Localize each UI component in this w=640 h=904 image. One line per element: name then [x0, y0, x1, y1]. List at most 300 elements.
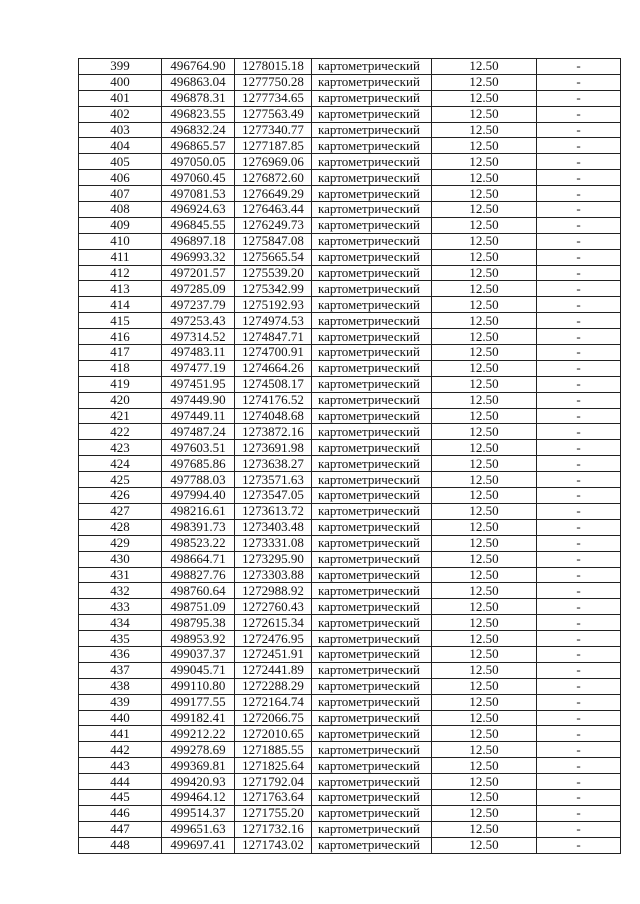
accuracy-cell: 12.50 — [432, 535, 537, 551]
x-coordinate-cell: 497237.79 — [162, 297, 235, 313]
table-row — [79, 535, 621, 551]
method-cell: картометрический — [312, 249, 432, 265]
point-number-cell: 400 — [79, 74, 162, 90]
method-cell: картометрический — [312, 488, 432, 504]
accuracy-cell: 12.50 — [432, 265, 537, 281]
x-coordinate-cell: 499182.41 — [162, 710, 235, 726]
table-row — [79, 376, 621, 392]
y-coordinate-cell: 1274176.52 — [235, 392, 312, 408]
method-cell: картометрический — [312, 313, 432, 329]
method-cell: картометрический — [312, 265, 432, 281]
point-number-cell: 406 — [79, 170, 162, 186]
table-row — [79, 233, 621, 249]
accuracy-cell: 12.50 — [432, 583, 537, 599]
method-cell: картометрический — [312, 615, 432, 631]
accuracy-cell: 12.50 — [432, 202, 537, 218]
y-coordinate-cell: 1273303.88 — [235, 567, 312, 583]
method-cell: картометрический — [312, 122, 432, 138]
point-number-cell: 402 — [79, 106, 162, 122]
point-number-cell: 435 — [79, 631, 162, 647]
y-coordinate-cell: 1272441.89 — [235, 662, 312, 678]
y-coordinate-cell: 1271885.55 — [235, 742, 312, 758]
y-coordinate-cell: 1273295.90 — [235, 551, 312, 567]
point-number-cell: 417 — [79, 345, 162, 361]
description-cell: - — [537, 217, 621, 233]
y-coordinate-cell: 1275665.54 — [235, 249, 312, 265]
accuracy-cell: 12.50 — [432, 376, 537, 392]
accuracy-cell: 12.50 — [432, 345, 537, 361]
description-cell: - — [537, 329, 621, 345]
point-number-cell: 443 — [79, 758, 162, 774]
y-coordinate-cell: 1275847.08 — [235, 233, 312, 249]
method-cell: картометрический — [312, 662, 432, 678]
description-cell: - — [537, 631, 621, 647]
accuracy-cell: 12.50 — [432, 488, 537, 504]
accuracy-cell: 12.50 — [432, 138, 537, 154]
description-cell: - — [537, 646, 621, 662]
table-row — [79, 472, 621, 488]
table-row — [79, 59, 621, 75]
x-coordinate-cell: 497685.86 — [162, 456, 235, 472]
x-coordinate-cell: 498760.64 — [162, 583, 235, 599]
description-cell: - — [537, 154, 621, 170]
table-row — [79, 90, 621, 106]
description-cell: - — [537, 519, 621, 535]
y-coordinate-cell: 1277340.77 — [235, 122, 312, 138]
point-number-cell: 438 — [79, 678, 162, 694]
table-row — [79, 265, 621, 281]
coordinates-table — [78, 58, 621, 854]
method-cell: картометрический — [312, 233, 432, 249]
x-coordinate-cell: 497451.95 — [162, 376, 235, 392]
y-coordinate-cell: 1272451.91 — [235, 646, 312, 662]
method-cell: картометрический — [312, 710, 432, 726]
point-number-cell: 434 — [79, 615, 162, 631]
description-cell: - — [537, 535, 621, 551]
point-number-cell: 431 — [79, 567, 162, 583]
y-coordinate-cell: 1276249.73 — [235, 217, 312, 233]
point-number-cell: 412 — [79, 265, 162, 281]
x-coordinate-cell: 498664.71 — [162, 551, 235, 567]
table-row — [79, 329, 621, 345]
accuracy-cell: 12.50 — [432, 710, 537, 726]
table-row — [79, 249, 621, 265]
y-coordinate-cell: 1273331.08 — [235, 535, 312, 551]
x-coordinate-cell: 497449.11 — [162, 408, 235, 424]
point-number-cell: 433 — [79, 599, 162, 615]
description-cell: - — [537, 662, 621, 678]
description-cell: - — [537, 90, 621, 106]
y-coordinate-cell: 1272010.65 — [235, 726, 312, 742]
x-coordinate-cell: 496924.63 — [162, 202, 235, 218]
table-row — [79, 488, 621, 504]
y-coordinate-cell: 1271763.64 — [235, 789, 312, 805]
table-row — [79, 678, 621, 694]
x-coordinate-cell: 499464.12 — [162, 789, 235, 805]
point-number-cell: 440 — [79, 710, 162, 726]
y-coordinate-cell: 1275342.99 — [235, 281, 312, 297]
method-cell: картометрический — [312, 503, 432, 519]
table-row — [79, 424, 621, 440]
accuracy-cell: 12.50 — [432, 662, 537, 678]
table-row — [79, 345, 621, 361]
coordinates-table-body — [79, 59, 621, 854]
x-coordinate-cell: 498523.22 — [162, 535, 235, 551]
description-cell: - — [537, 789, 621, 805]
x-coordinate-cell: 497050.05 — [162, 154, 235, 170]
point-number-cell: 423 — [79, 440, 162, 456]
accuracy-cell: 12.50 — [432, 615, 537, 631]
table-row — [79, 837, 621, 853]
y-coordinate-cell: 1273638.27 — [235, 456, 312, 472]
accuracy-cell: 12.50 — [432, 170, 537, 186]
point-number-cell: 445 — [79, 789, 162, 805]
method-cell: картометрический — [312, 376, 432, 392]
x-coordinate-cell: 499110.80 — [162, 678, 235, 694]
x-coordinate-cell: 498216.61 — [162, 503, 235, 519]
description-cell: - — [537, 392, 621, 408]
point-number-cell: 442 — [79, 742, 162, 758]
point-number-cell: 422 — [79, 424, 162, 440]
table-row — [79, 583, 621, 599]
x-coordinate-cell: 499651.63 — [162, 821, 235, 837]
x-coordinate-cell: 499278.69 — [162, 742, 235, 758]
y-coordinate-cell: 1277734.65 — [235, 90, 312, 106]
x-coordinate-cell: 497285.09 — [162, 281, 235, 297]
y-coordinate-cell: 1277187.85 — [235, 138, 312, 154]
table-row — [79, 742, 621, 758]
table-row — [79, 202, 621, 218]
description-cell: - — [537, 122, 621, 138]
method-cell: картометрический — [312, 456, 432, 472]
description-cell: - — [537, 376, 621, 392]
accuracy-cell: 12.50 — [432, 154, 537, 170]
point-number-cell: 428 — [79, 519, 162, 535]
table-row — [79, 774, 621, 790]
accuracy-cell: 12.50 — [432, 249, 537, 265]
description-cell: - — [537, 281, 621, 297]
x-coordinate-cell: 499420.93 — [162, 774, 235, 790]
description-cell: - — [537, 186, 621, 202]
description-cell: - — [537, 472, 621, 488]
description-cell: - — [537, 694, 621, 710]
y-coordinate-cell: 1273613.72 — [235, 503, 312, 519]
method-cell: картометрический — [312, 186, 432, 202]
table-row — [79, 789, 621, 805]
y-coordinate-cell: 1277750.28 — [235, 74, 312, 90]
y-coordinate-cell: 1271743.02 — [235, 837, 312, 853]
x-coordinate-cell: 496764.90 — [162, 59, 235, 75]
point-number-cell: 444 — [79, 774, 162, 790]
accuracy-cell: 12.50 — [432, 329, 537, 345]
description-cell: - — [537, 774, 621, 790]
description-cell: - — [537, 233, 621, 249]
description-cell: - — [537, 424, 621, 440]
method-cell: картометрический — [312, 360, 432, 376]
description-cell: - — [537, 742, 621, 758]
method-cell: картометрический — [312, 392, 432, 408]
x-coordinate-cell: 497487.24 — [162, 424, 235, 440]
point-number-cell: 410 — [79, 233, 162, 249]
table-row — [79, 297, 621, 313]
x-coordinate-cell: 496832.24 — [162, 122, 235, 138]
point-number-cell: 430 — [79, 551, 162, 567]
table-row — [79, 805, 621, 821]
x-coordinate-cell: 498795.38 — [162, 615, 235, 631]
y-coordinate-cell: 1278015.18 — [235, 59, 312, 75]
description-cell: - — [537, 837, 621, 853]
accuracy-cell: 12.50 — [432, 789, 537, 805]
accuracy-cell: 12.50 — [432, 360, 537, 376]
method-cell: картометрический — [312, 217, 432, 233]
point-number-cell: 441 — [79, 726, 162, 742]
y-coordinate-cell: 1271732.16 — [235, 821, 312, 837]
y-coordinate-cell: 1273872.16 — [235, 424, 312, 440]
point-number-cell: 420 — [79, 392, 162, 408]
y-coordinate-cell: 1274048.68 — [235, 408, 312, 424]
point-number-cell: 413 — [79, 281, 162, 297]
point-number-cell: 429 — [79, 535, 162, 551]
method-cell: картометрический — [312, 202, 432, 218]
point-number-cell: 439 — [79, 694, 162, 710]
y-coordinate-cell: 1277563.49 — [235, 106, 312, 122]
accuracy-cell: 12.50 — [432, 408, 537, 424]
method-cell: картометрический — [312, 170, 432, 186]
accuracy-cell: 12.50 — [432, 281, 537, 297]
y-coordinate-cell: 1272988.92 — [235, 583, 312, 599]
method-cell: картометрический — [312, 599, 432, 615]
method-cell: картометрический — [312, 345, 432, 361]
x-coordinate-cell: 497477.19 — [162, 360, 235, 376]
description-cell: - — [537, 138, 621, 154]
method-cell: картометрический — [312, 408, 432, 424]
method-cell: картометрический — [312, 774, 432, 790]
description-cell: - — [537, 726, 621, 742]
x-coordinate-cell: 496878.31 — [162, 90, 235, 106]
method-cell: картометрический — [312, 646, 432, 662]
description-cell: - — [537, 408, 621, 424]
description-cell: - — [537, 488, 621, 504]
point-number-cell: 403 — [79, 122, 162, 138]
accuracy-cell: 12.50 — [432, 567, 537, 583]
table-row — [79, 519, 621, 535]
y-coordinate-cell: 1272288.29 — [235, 678, 312, 694]
accuracy-cell: 12.50 — [432, 821, 537, 837]
accuracy-cell: 12.50 — [432, 122, 537, 138]
x-coordinate-cell: 496865.57 — [162, 138, 235, 154]
y-coordinate-cell: 1271792.04 — [235, 774, 312, 790]
y-coordinate-cell: 1274974.53 — [235, 313, 312, 329]
accuracy-cell: 12.50 — [432, 233, 537, 249]
table-row — [79, 551, 621, 567]
description-cell: - — [537, 710, 621, 726]
accuracy-cell: 12.50 — [432, 631, 537, 647]
y-coordinate-cell: 1274700.91 — [235, 345, 312, 361]
x-coordinate-cell: 499697.41 — [162, 837, 235, 853]
point-number-cell: 416 — [79, 329, 162, 345]
table-row — [79, 186, 621, 202]
description-cell: - — [537, 758, 621, 774]
point-number-cell: 447 — [79, 821, 162, 837]
x-coordinate-cell: 498391.73 — [162, 519, 235, 535]
x-coordinate-cell: 497483.11 — [162, 345, 235, 361]
y-coordinate-cell: 1276649.29 — [235, 186, 312, 202]
table-row — [79, 646, 621, 662]
accuracy-cell: 12.50 — [432, 440, 537, 456]
method-cell: картометрический — [312, 154, 432, 170]
table-row — [79, 726, 621, 742]
x-coordinate-cell: 499212.22 — [162, 726, 235, 742]
accuracy-cell: 12.50 — [432, 758, 537, 774]
description-cell: - — [537, 503, 621, 519]
method-cell: картометрический — [312, 106, 432, 122]
accuracy-cell: 12.50 — [432, 646, 537, 662]
description-cell: - — [537, 170, 621, 186]
x-coordinate-cell: 497788.03 — [162, 472, 235, 488]
point-number-cell: 432 — [79, 583, 162, 599]
point-number-cell: 411 — [79, 249, 162, 265]
point-number-cell: 405 — [79, 154, 162, 170]
point-number-cell: 415 — [79, 313, 162, 329]
description-cell: - — [537, 265, 621, 281]
description-cell: - — [537, 615, 621, 631]
method-cell: картометрический — [312, 821, 432, 837]
point-number-cell: 404 — [79, 138, 162, 154]
x-coordinate-cell: 497060.45 — [162, 170, 235, 186]
x-coordinate-cell: 497201.57 — [162, 265, 235, 281]
table-row — [79, 567, 621, 583]
y-coordinate-cell: 1272760.43 — [235, 599, 312, 615]
point-number-cell: 425 — [79, 472, 162, 488]
description-cell: - — [537, 313, 621, 329]
y-coordinate-cell: 1273547.05 — [235, 488, 312, 504]
description-cell: - — [537, 297, 621, 313]
method-cell: картометрический — [312, 567, 432, 583]
y-coordinate-cell: 1271755.20 — [235, 805, 312, 821]
method-cell: картометрический — [312, 74, 432, 90]
table-row — [79, 694, 621, 710]
table-row — [79, 313, 621, 329]
accuracy-cell: 12.50 — [432, 678, 537, 694]
accuracy-cell: 12.50 — [432, 297, 537, 313]
x-coordinate-cell: 497449.90 — [162, 392, 235, 408]
description-cell: - — [537, 599, 621, 615]
x-coordinate-cell: 497081.53 — [162, 186, 235, 202]
description-cell: - — [537, 74, 621, 90]
method-cell: картометрический — [312, 519, 432, 535]
method-cell: картометрический — [312, 742, 432, 758]
x-coordinate-cell: 497603.51 — [162, 440, 235, 456]
table-row — [79, 456, 621, 472]
y-coordinate-cell: 1272066.75 — [235, 710, 312, 726]
description-cell: - — [537, 360, 621, 376]
accuracy-cell: 12.50 — [432, 472, 537, 488]
description-cell: - — [537, 106, 621, 122]
accuracy-cell: 12.50 — [432, 456, 537, 472]
point-number-cell: 448 — [79, 837, 162, 853]
table-row — [79, 599, 621, 615]
y-coordinate-cell: 1275192.93 — [235, 297, 312, 313]
x-coordinate-cell: 496897.18 — [162, 233, 235, 249]
accuracy-cell: 12.50 — [432, 805, 537, 821]
point-number-cell: 427 — [79, 503, 162, 519]
method-cell: картометрический — [312, 535, 432, 551]
y-coordinate-cell: 1276463.44 — [235, 202, 312, 218]
accuracy-cell: 12.50 — [432, 186, 537, 202]
accuracy-cell: 12.50 — [432, 90, 537, 106]
y-coordinate-cell: 1273403.48 — [235, 519, 312, 535]
table-row — [79, 821, 621, 837]
description-cell: - — [537, 249, 621, 265]
description-cell: - — [537, 59, 621, 75]
method-cell: картометрический — [312, 424, 432, 440]
point-number-cell: 424 — [79, 456, 162, 472]
y-coordinate-cell: 1272164.74 — [235, 694, 312, 710]
x-coordinate-cell: 496863.04 — [162, 74, 235, 90]
accuracy-cell: 12.50 — [432, 726, 537, 742]
point-number-cell: 409 — [79, 217, 162, 233]
description-cell: - — [537, 567, 621, 583]
method-cell: картометрический — [312, 59, 432, 75]
y-coordinate-cell: 1274508.17 — [235, 376, 312, 392]
y-coordinate-cell: 1274847.71 — [235, 329, 312, 345]
x-coordinate-cell: 497253.43 — [162, 313, 235, 329]
point-number-cell: 419 — [79, 376, 162, 392]
x-coordinate-cell: 499514.37 — [162, 805, 235, 821]
y-coordinate-cell: 1275539.20 — [235, 265, 312, 281]
point-number-cell: 437 — [79, 662, 162, 678]
table-row — [79, 217, 621, 233]
point-number-cell: 408 — [79, 202, 162, 218]
x-coordinate-cell: 499177.55 — [162, 694, 235, 710]
method-cell: картометрический — [312, 694, 432, 710]
accuracy-cell: 12.50 — [432, 599, 537, 615]
y-coordinate-cell: 1274664.26 — [235, 360, 312, 376]
method-cell: картометрический — [312, 329, 432, 345]
table-row — [79, 138, 621, 154]
x-coordinate-cell: 497314.52 — [162, 329, 235, 345]
description-cell: - — [537, 583, 621, 599]
table-row — [79, 758, 621, 774]
x-coordinate-cell: 497994.40 — [162, 488, 235, 504]
x-coordinate-cell: 498751.09 — [162, 599, 235, 615]
description-cell: - — [537, 202, 621, 218]
description-cell: - — [537, 678, 621, 694]
table-row — [79, 662, 621, 678]
method-cell: картометрический — [312, 583, 432, 599]
x-coordinate-cell: 499037.37 — [162, 646, 235, 662]
point-number-cell: 399 — [79, 59, 162, 75]
description-cell: - — [537, 821, 621, 837]
x-coordinate-cell: 499045.71 — [162, 662, 235, 678]
y-coordinate-cell: 1273691.98 — [235, 440, 312, 456]
table-row — [79, 631, 621, 647]
point-number-cell: 418 — [79, 360, 162, 376]
point-number-cell: 421 — [79, 408, 162, 424]
table-row — [79, 74, 621, 90]
point-number-cell: 407 — [79, 186, 162, 202]
x-coordinate-cell: 499369.81 — [162, 758, 235, 774]
method-cell: картометрический — [312, 805, 432, 821]
y-coordinate-cell: 1272476.95 — [235, 631, 312, 647]
table-row — [79, 360, 621, 376]
table-row — [79, 281, 621, 297]
accuracy-cell: 12.50 — [432, 313, 537, 329]
method-cell: картометрический — [312, 138, 432, 154]
method-cell: картометрический — [312, 551, 432, 567]
accuracy-cell: 12.50 — [432, 392, 537, 408]
x-coordinate-cell: 496993.32 — [162, 249, 235, 265]
